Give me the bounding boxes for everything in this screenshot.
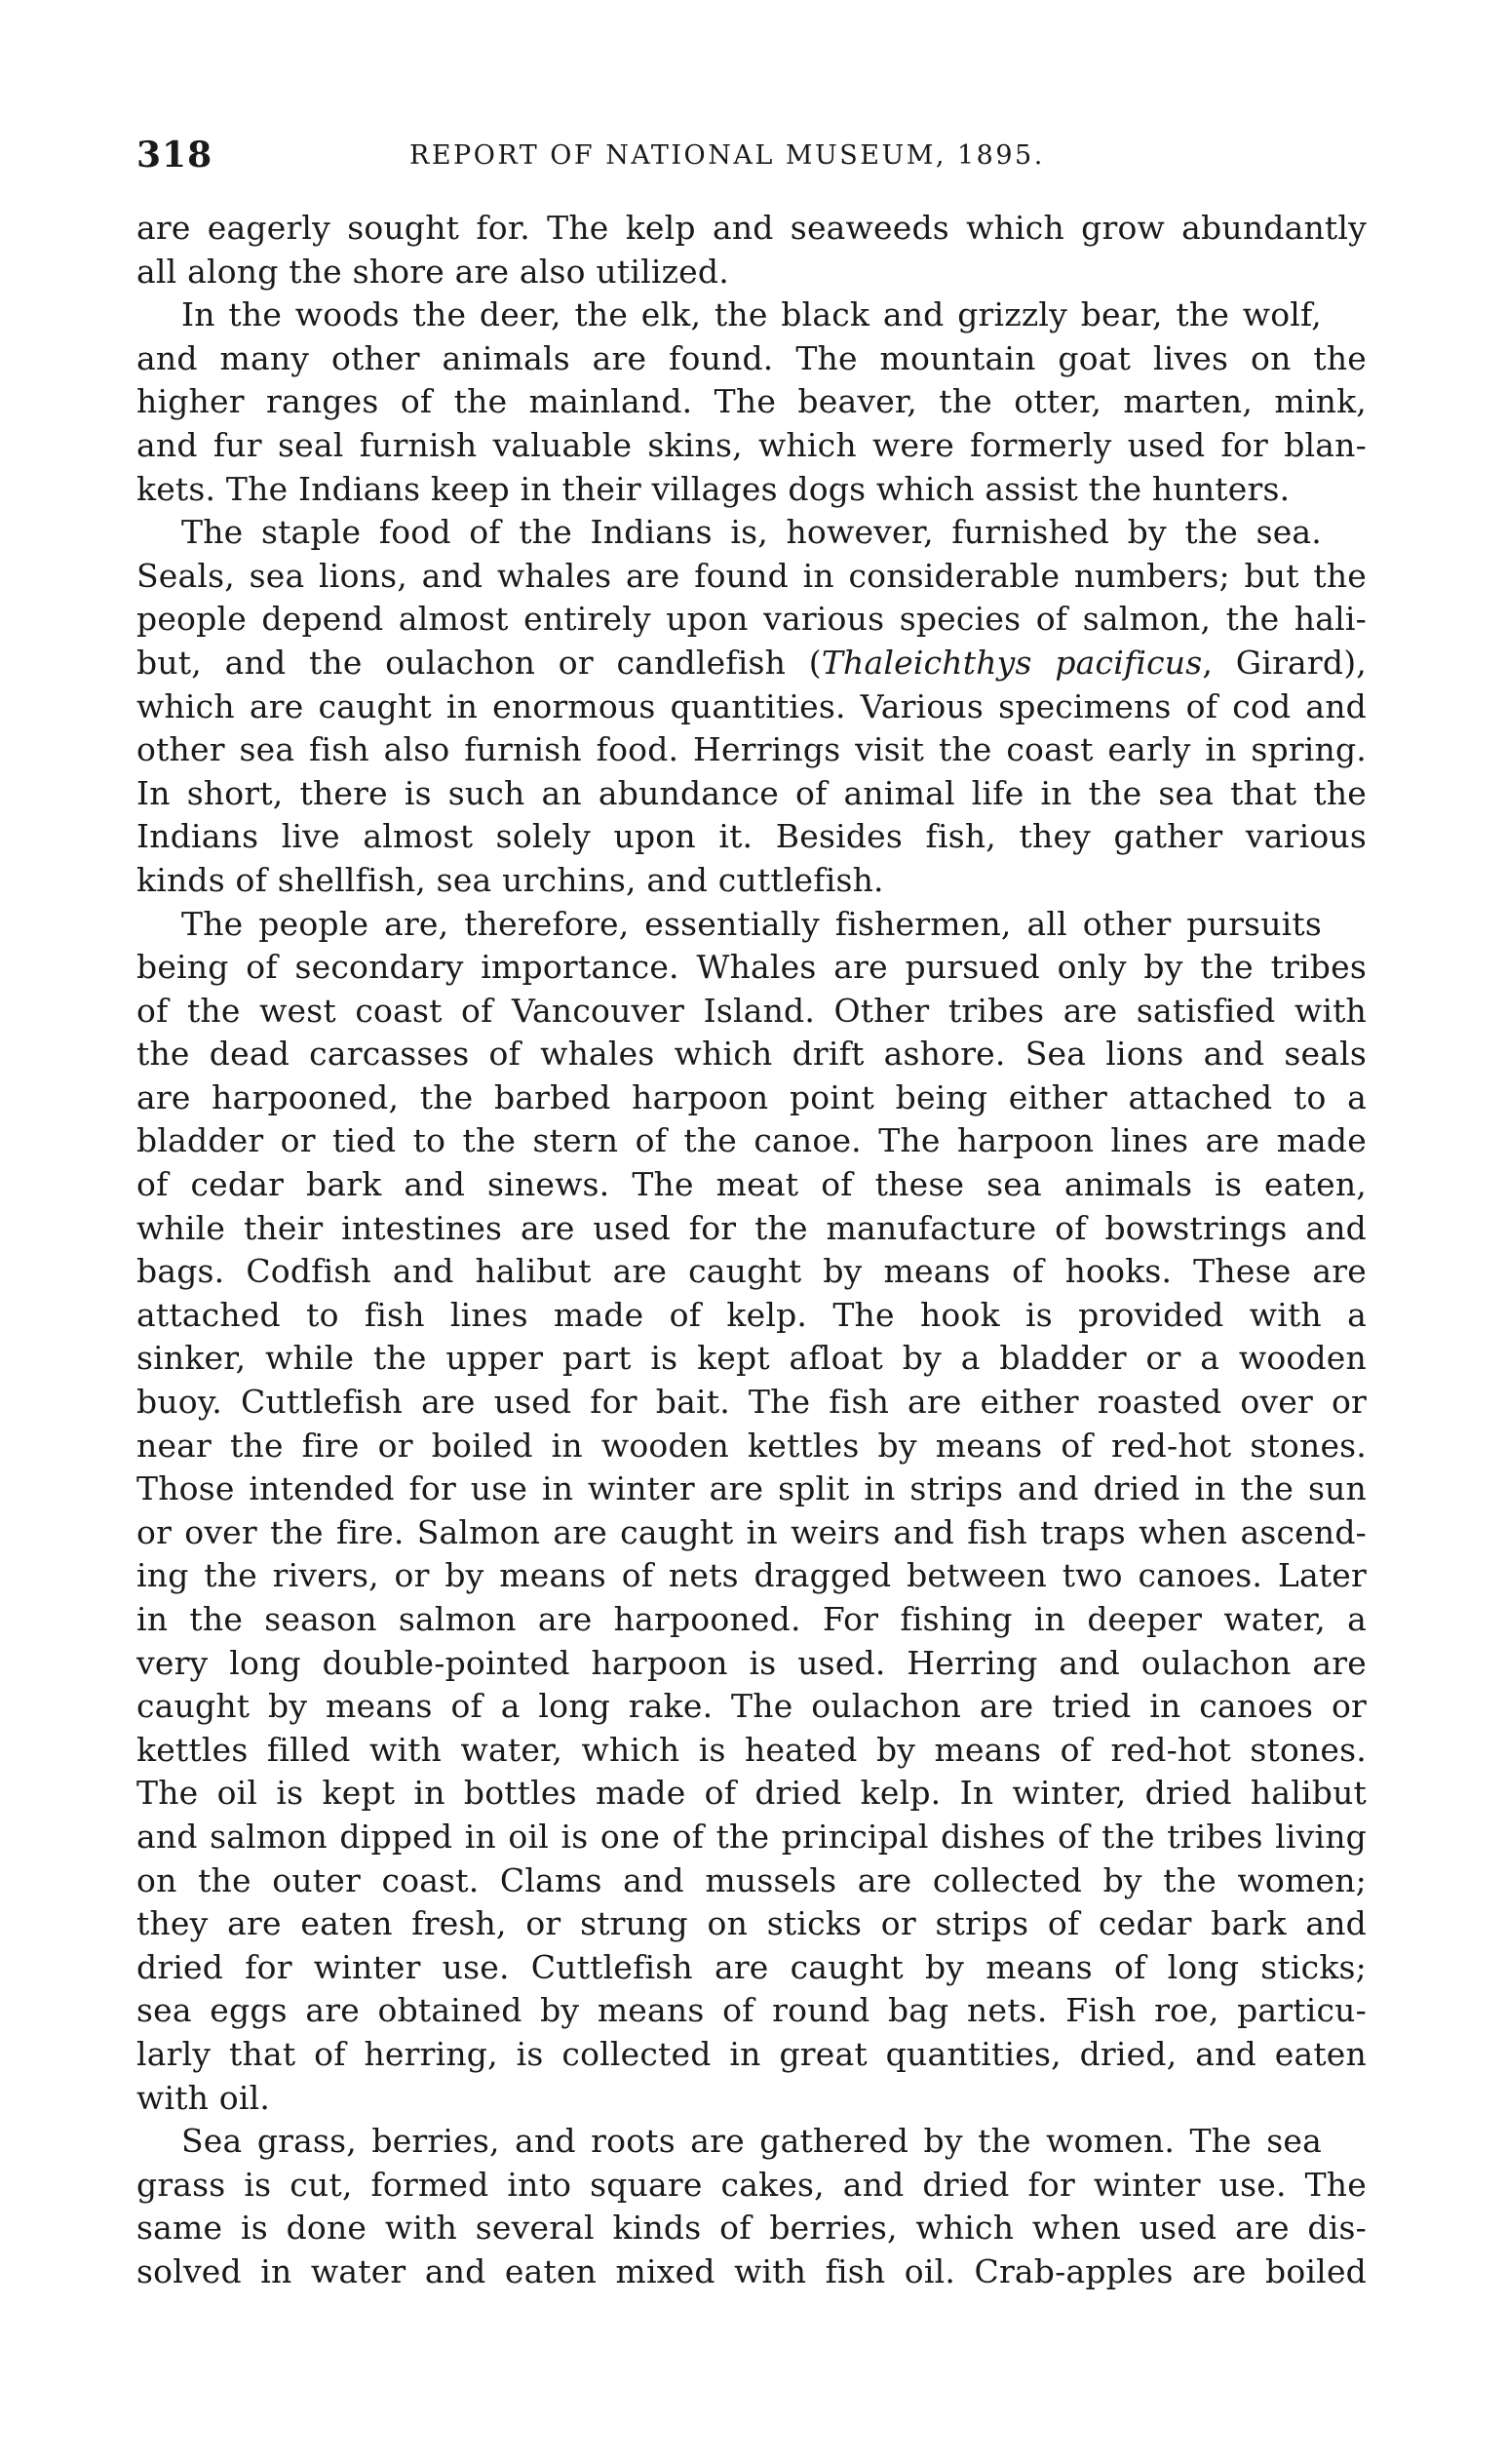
paragraph (136, 903, 1367, 2121)
text-line: kets. The Indians keep in their villages dogs which assist the hunters. (136, 469, 1291, 508)
text-line: sinker, while the upper part is kept afloat by a bladder or a wooden (136, 1339, 1367, 1378)
text-line: Seals, sea lions, and whales are found in considerable numbers; but the (136, 556, 1367, 595)
page-header (136, 135, 1367, 177)
page-number: 318 (136, 135, 213, 176)
text-line: other sea fish also furnish food. Herrings visit the coast early in spring. (136, 730, 1367, 769)
text-line: larly that of herring, is collected in great quantities, dried, and eaten (136, 2034, 1367, 2073)
text-line: are eagerly sought for. The kelp and seaweeds which grow abundantly (136, 209, 1367, 247)
text-line: In the woods the deer, the elk, the black and grizzly bear, the wolf, (181, 295, 1322, 334)
text-line: dried for winter use. Cuttlefish are caught by means of long sticks; (136, 1947, 1367, 1986)
text-line: people depend almost entirely upon various species of salmon, the hali- (136, 600, 1367, 639)
text-line: with oil. (136, 2078, 271, 2117)
text-line: and salmon dipped in oil is one of the principal dishes of the tribes living (136, 1817, 1367, 1856)
paragraph (136, 2120, 1367, 2293)
text-line: but, and the oulachon or candlefish (Thaleichthys pacificus, Girard), (136, 643, 1367, 682)
text-line: and many other animals are found. The mountain goat lives on the (136, 338, 1367, 377)
text-line: in the season salmon are harpooned. For fishing in deeper water, a (136, 1600, 1367, 1638)
text-line: they are eaten fresh, or strung on sticks or strips of cedar bark and (136, 1904, 1367, 1943)
text-line: and fur seal furnish valuable skins, which were formerly used for blan- (136, 425, 1367, 464)
text-line: near the fire or boiled in wooden kettles by means of red-hot stones. (136, 1426, 1367, 1465)
text-line: bladder or tied to the stern of the canoe. The harpoon lines are made (136, 1121, 1367, 1160)
text-line: bags. Codfish and halibut are caught by means of hooks. These are (136, 1252, 1367, 1291)
text-line: attached to fish lines made of kelp. The hook is provided with a (136, 1295, 1367, 1334)
text-line: of the west coast of Vancouver Island. Other tribes are satisfied with (136, 991, 1367, 1030)
paragraph (136, 207, 1367, 293)
text-line: being of secondary importance. Whales are pursued only by the tribes (136, 948, 1367, 987)
text-line: Indians live almost solely upon it. Besides fish, they gather various (136, 817, 1367, 856)
text-line: higher ranges of the mainland. The beaver, the otter, marten, mink, (136, 382, 1367, 421)
text-line: ing the rivers, or by means of nets dragged between two canoes. Later (136, 1556, 1367, 1595)
text-line: are harpooned, the barbed harpoon point being either attached to a (136, 1077, 1367, 1116)
text-line: solved in water and eaten mixed with fish oil. Crab-apples are boiled (136, 2251, 1367, 2290)
body-text (136, 207, 1367, 2294)
text-line: grass is cut, formed into square cakes, and dried for winter use. The (136, 2165, 1367, 2204)
text-line: the dead carcasses of whales which drift ashore. Sea lions and seals (136, 1035, 1367, 1074)
paragraph (136, 293, 1367, 511)
text-line: sea eggs are obtained by means of round bag nets. Fish roe, particu- (136, 1991, 1367, 2030)
text-line: of cedar bark and sinews. The meat of these sea animals is eaten, (136, 1165, 1367, 1204)
text-line: kettles filled with water, which is heated by means of red-hot stones. (136, 1730, 1367, 1769)
text-line: Those intended for use in winter are split in strips and dried in the sun (136, 1469, 1367, 1508)
text-line: same is done with several kinds of berries, which when used are dis- (136, 2209, 1367, 2248)
text-line: The oil is kept in bottles made of dried kelp. In winter, dried halibut (136, 1774, 1367, 1813)
text-line: The staple food of the Indians is, however, furnished by the sea. (181, 513, 1322, 552)
text-line: caught by means of a long rake. The oulachon are tried in canoes or (136, 1687, 1367, 1726)
running-head: REPORT OF NATIONAL MUSEUM, 1895. (409, 140, 1045, 171)
text-line: which are caught in enormous quantities. Various specimens of cod and (136, 686, 1367, 725)
text-line: buoy. Cuttlefish are used for bait. The fish are either roasted over or (136, 1383, 1367, 1422)
text-line: on the outer coast. Clams and mussels are collected by the women; (136, 1860, 1367, 1899)
text-line: In short, there is such an abundance of animal life in the sea that the (136, 773, 1367, 812)
text-line: very long double-pointed harpoon is used. Herring and oulachon are (136, 1643, 1367, 1682)
text-line: all along the shore are also utilized. (136, 252, 729, 291)
text-line: kinds of shellfish, sea urchins, and cuttlefish. (136, 860, 884, 899)
text-line: while their intestines are used for the manufacture of bowstrings and (136, 1208, 1367, 1247)
text-line: Sea grass, berries, and roots are gathered by the women. The sea (181, 2122, 1322, 2161)
text-line: The people are, therefore, essentially fishermen, all other pursuits (181, 904, 1322, 943)
scientific-name: Thaleichthys pacificus (821, 643, 1203, 682)
text-line: or over the fire. Salmon are caught in weirs and fish traps when ascend- (136, 1512, 1367, 1551)
paragraph (136, 511, 1367, 902)
